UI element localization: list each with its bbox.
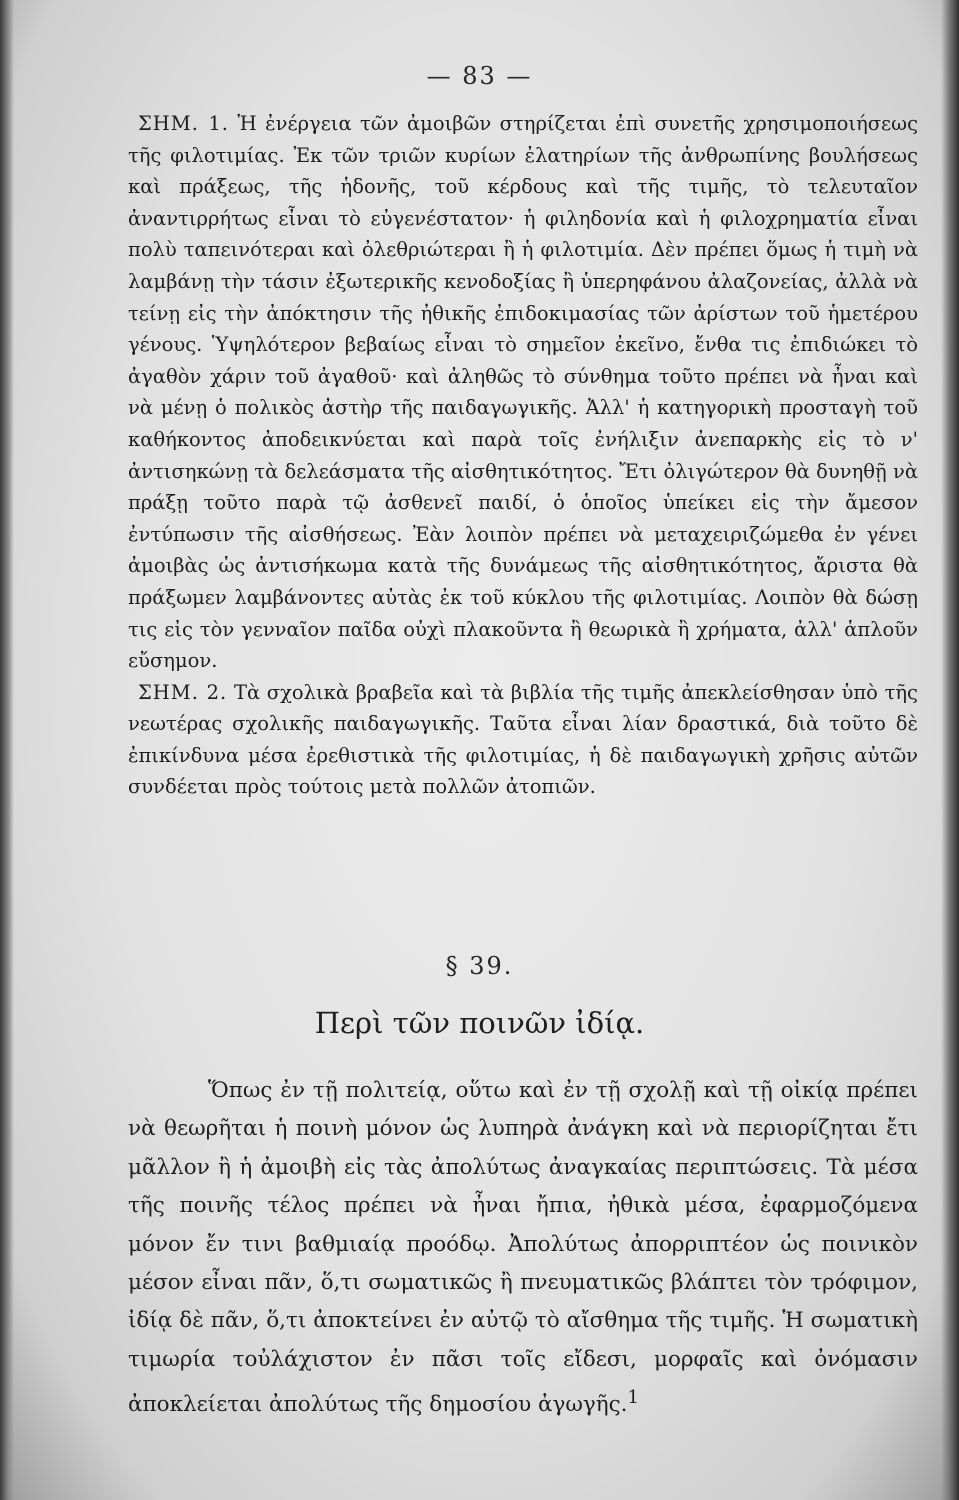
note-1-label: ΣΗΜ. 1. (138, 112, 229, 135)
section-number: § 39. (445, 952, 514, 980)
page-edge-shadow-right (941, 0, 959, 1500)
note-1-text: Ἡ ἐνέργεια τῶν ἀμοιβῶν στηρίζεται ἐπὶ συνετῆς χρησιμοποιήσεως τῆς φιλοτιμίας. Ἐκ τῶν τριῶν κυρίων ἐλατηρίων τῆς ἀνθρωπίνης βουλήσεως καὶ πράξεως, τῆς ἡδονῆς, τοῦ κέρδους καὶ τῆς τιμῆς, τὸ τελευταῖον ἀναντιρρήτως εἶναι τὸ εὐγενέστατον· ἡ φιληδονία καὶ ἡ φιλοχρηματία εἶναι πολὺ ταπεινότεραι καὶ ὀλεθριώτεραι ἢ ἡ φιλοτιμία. Δὲν πρέπει ὅμως ἡ τιμὴ νὰ λαμβάνῃ τὴν τάσιν ἐξωτερικῆς κενοδοξίας ἢ ὑπερηφάνου ἀλαζονείας, ἀλλὰ νὰ τείνῃ εἰς τὴν ἀπόκτησιν τῆς ἠθικῆς ἐπιδοκιμασίας τῶν ἀρίστων τοῦ ἡμετέρου γένους. Ὑψηλότερον βεβαίως εἶναι τὸ σημεῖον ἐκεῖνο, ἔνθα τις ἐπιδιώκει τὸ ἀγαθὸν χάριν τοῦ ἀγαθοῦ· καὶ ἀληθῶς τὸ σύνθημα τοῦτο πρέπει νὰ ἦναι καὶ νὰ μένῃ ὁ πολικὸς ἀστὴρ τῆς παιδαγωγικῆς. Ἀλλ' ἡ κατηγορικὴ προσταγὴ τοῦ καθήκοντος ἀποδεικνύεται καὶ παρὰ τοῖς ἐνήλιξιν ἀνεπαρκὴς εἰς τὸ ν' ἀντισηκώνῃ τὰ δελεάσματα τῆς αἰσθητικότητος. Ἔτι ὀλιγώτερον θὰ δυνηθῇ νὰ πράξῃ τοῦτο παρὰ τῷ ἀσθενεῖ παιδί, ὁ ὁποῖος ὑπείκει εἰς τὴν ἄμεσον ἐντύπωσιν τῆς αἰσθήσεως. Ἐὰν λοιπὸν πρέπει νὰ μεταχειριζώμεθα ἐν γένει ἀμοιβὰς ὡς ἀντισήκωμα κατὰ τῆς δυνάμεως τῆς αἰσθητικότητος, ἄριστα θὰ πράξωμεν λαμβάνοντες αὐτὰς ἐκ τοῦ κύκλου τῆς φιλοτιμίας. Λοιπὸν θὰ δώσῃ τις εἰς τὸν γενναῖον παῖδα οὐχὶ πλακοῦντα ἢ θεωρικὰ ἢ χρήματα, ἀλλ' ἁπλοῦν εὔσημον. (128, 112, 918, 673)
section-title: Περὶ τῶν ποινῶν ἰδίᾳ. (314, 1006, 645, 1040)
body-paragraph-text: Ὅπως ἐν τῇ πολιτείᾳ, οὕτω καὶ ἐν τῇ σχολῇ καὶ τῇ οἰκίᾳ πρέπει νὰ θεωρῆται ἡ ποινὴ μόνον ὡς λυπηρὰ ἀνάγκη καὶ νὰ περιορίζηται ἔτι μᾶλλον ἢ ἡ ἀμοιβὴ εἰς τὰς ἀπολύτως ἀναγκαίας περιπτώσεις. Τὰ μέσα τῆς ποινῆς τέλος πρέπει νὰ ἦναι ἤπια, ἠθικὰ μέσα, ἐφαρμοζόμενα μόνον ἔν τινι βαθμιαίᾳ προόδῳ. Ἀπολύτως ἀπορριπτέον ὡς ποινικὸν μέσον εἶναι πᾶν, ὅ,τι σωματικῶς ἢ πνευματικῶς βλάπτει τὸν τρόφιμον, ἰδίᾳ δὲ πᾶν, ὅ,τι ἀποκτείνει ἐν αὐτῷ τὸ αἴσθημα τῆς τιμῆς. Ἡ σωματικὴ τιμωρία τοὐλάχιστον ἐν πᾶσι τοῖς εἴδεσι, μορφαῖς καὶ ὀνόμασιν ἀποκλείεται ἀπολύτως τῆς δημοσίου ἀγωγῆς. (128, 1078, 918, 1418)
note-2-label: ΣΗΜ. 2. (138, 680, 228, 704)
body-paragraph (128, 1072, 918, 1425)
notes-block (128, 108, 918, 803)
footnote-marker: 1 (627, 1387, 639, 1409)
note-1 (128, 108, 918, 677)
note-2 (128, 677, 918, 803)
page-number: — 83 — (426, 62, 533, 90)
page-edge-shadow-left (0, 0, 14, 1500)
body-block (128, 1072, 918, 1425)
note-2-text: Τὰ σχολικὰ βραβεῖα καὶ τὰ βιβλία τῆς τιμῆς ἀπεκλείσθησαν ὑπὸ τῆς νεωτέρας σχολικῆς παιδαγωγικῆς. Ταῦτα εἶναι λίαν δραστικά, διὰ τοῦτο δὲ ἐπικίνδυνα μέσα ἐρεθιστικὰ τῆς φιλοτιμίας, ἡ δὲ παιδαγωγικὴ χρῆσις αὐτῶν συνδέεται πρὸς τούτοις μετὰ πολλῶν ἀτοπιῶν. (128, 680, 918, 799)
